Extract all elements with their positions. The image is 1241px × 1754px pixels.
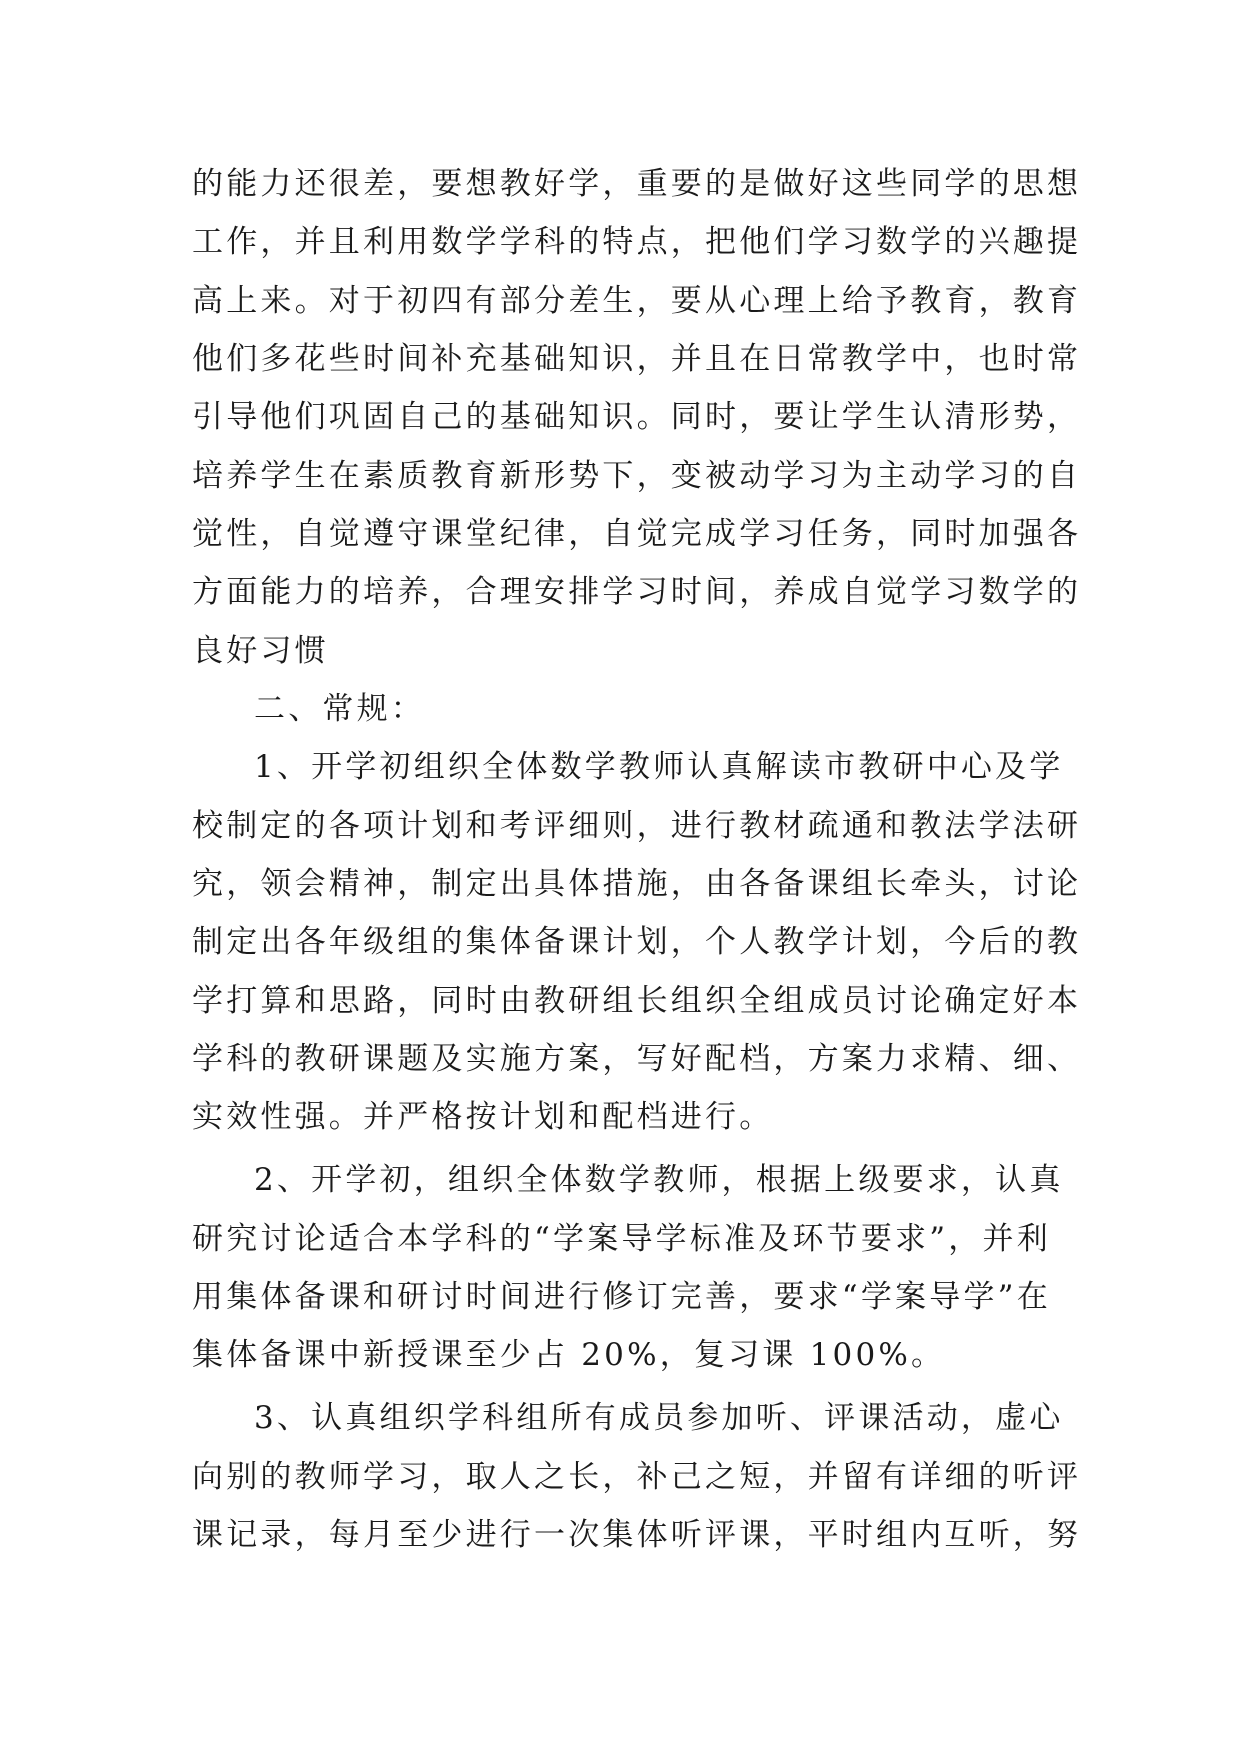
text-line: 课记录，每月至少进行一次集体听评课，平时组内互听，努 (192, 1517, 1082, 1553)
text-line: 1、开学初组织全体数学教师认真解读市教研中心及学 (254, 749, 1064, 785)
text-line: 培养学生在素质教育新形势下，变被动学习为主动学习的自 (192, 458, 1082, 494)
text-line: 向别的教师学习，取人之长，补己之短，并留有详细的听评 (192, 1459, 1082, 1495)
text-line: 引导他们巩固自己的基础知识。同时，要让学生认清形势， (192, 399, 1082, 435)
text-line: 集体备课中新授课至少占 20%，复习课 100%。 (192, 1337, 946, 1373)
text-line: 觉性，自觉遵守课堂纪律，自觉完成学习任务，同时加强各 (192, 516, 1082, 552)
text-line: 校制定的各项计划和考评细则，进行教材疏通和教法学法研 (192, 808, 1082, 844)
text-line: 高上来。对于初四有部分差生，要从心理上给予教育，教育 (192, 283, 1082, 319)
text-line: 3、认真组织学科组所有成员参加听、评课活动，虚心 (254, 1400, 1064, 1436)
text-line: 他们多花些时间补充基础知识，并且在日常教学中，也时常 (192, 341, 1082, 377)
text-line: 研究讨论适合本学科的“学案导学标准及环节要求”，并利 (192, 1221, 1051, 1257)
text-line: 的能力还很差，要想教好学，重要的是做好这些同学的思想 (192, 166, 1082, 202)
text-line: 方面能力的培养，合理安排学习时间，养成自觉学习数学的 (192, 574, 1082, 610)
text-line: 实效性强。并严格按计划和配档进行。 (192, 1099, 774, 1135)
text-line: 学科的教研课题及实施方案，写好配档，方案力求精、细、 (192, 1041, 1082, 1077)
text-line: 2、开学初，组织全体数学教师，根据上级要求，认真 (254, 1162, 1064, 1198)
text-line: 良好习惯 (192, 633, 329, 669)
text-line: 究，领会精神，制定出具体措施，由各备课组长牵头，讨论 (192, 866, 1082, 902)
text-line: 工作，并且利用数学学科的特点，把他们学习数学的兴趣提 (192, 224, 1082, 260)
text-line: 学打算和思路，同时由教研组长组织全组成员讨论确定好本 (192, 983, 1082, 1019)
text-line: 用集体备课和研讨时间进行修订完善，要求“学案导学”在 (192, 1279, 1051, 1315)
text-line: 制定出各年级组的集体备课计划，个人教学计划，今后的教 (192, 924, 1082, 960)
section-heading: 二、常规： (254, 691, 425, 727)
